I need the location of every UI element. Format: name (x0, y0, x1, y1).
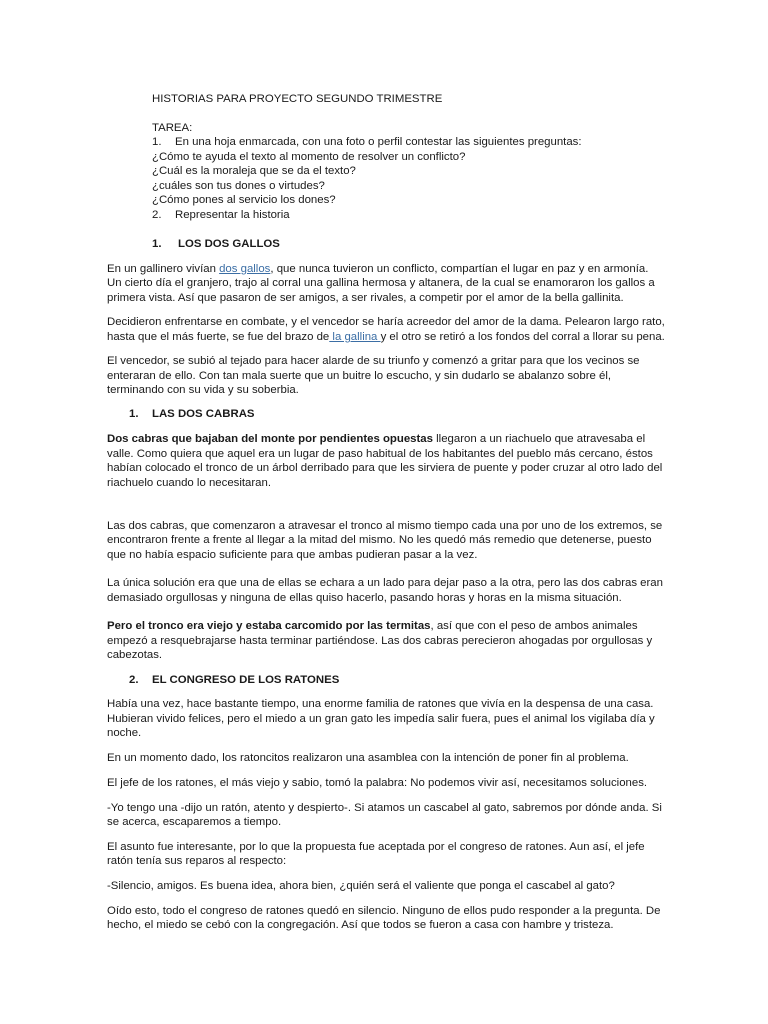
paragraph-line: encontraron frente a frente al llegar a la mitad del mismo. No les quedó más remedio que detenerse, puesto (107, 534, 652, 546)
paragraph-line: Decidieron enfrentarse en combate, y el vencedor se haría acreedor del amor de la dama. Pelearon largo rato, (107, 316, 665, 328)
task-item-2 (152, 208, 290, 223)
paragraph-line: empezó a resquebrajarse hasta terminar partiéndose. Las dos cabras perecieron ahogadas por orgullosas y (107, 635, 653, 647)
paragraph-line: Hubieran vivido felices, pero el miedo a un gran gato les impedía salir fuera, pues el animal los vigilaba día y (107, 713, 655, 725)
paragraph-line: hecho, el miedo se cebó con la congregación. Así que todos se fueron a casa con hambre y tristeza. (107, 919, 614, 931)
paragraph-line (107, 262, 648, 277)
paragraph-line: El jefe de los ratones, el más viejo y sabio, tomó la palabra: No podemos vivir así, necesitamos soluciones. (107, 777, 648, 789)
section-title: LAS DOS CABRAS (152, 408, 255, 420)
task-text: En una hoja enmarcada, con una foto o perfil contestar las siguientes preguntas: (175, 136, 582, 148)
section-heading-cabras (129, 407, 255, 422)
paragraph-line: ratón tenía sus reparos al respecto: (107, 855, 287, 867)
task-number: 2. (152, 209, 162, 221)
paragraph-line: -Silencio, amigos. Es buena idea, ahora bien, ¿quién será el valiente que ponga el cascabel al gato? (107, 880, 615, 892)
text-span: hasta que el más fuerte, se fue del brazo de (107, 331, 330, 343)
tarea-label: TAREA: (152, 122, 193, 134)
bold-text: Pero el tronco era viejo y estaba carcomido por las termitas (107, 620, 431, 632)
paragraph-line: demasiado orgullosas y ninguna de ellas quiso hacerlo, pasando horas y horas en la misma situación. (107, 592, 622, 604)
paragraph-line: primera vista. Así que pasaron de ser amigos, a ser rivales, a competir por el amor de la bella gallinita. (107, 292, 624, 304)
paragraph-line (107, 330, 665, 345)
paragraph-line: El asunto fue interesante, por lo que la propuesta fue aceptada por el congreso de ratones. Aun así, el jefe (107, 841, 645, 853)
link-dos-gallos[interactable]: dos gallos (219, 263, 271, 275)
paragraph-line (107, 619, 638, 634)
paragraph-line: riachuelo cuando lo necesitaran. (107, 477, 272, 489)
text-span: y el otro se retiró a los fondos del corral a llorar su pena. (380, 331, 665, 343)
paragraph-line: enteraran de ello. Con tan mala suerte que un buitre lo escucho, y sin dudarlo se abalanzo sobre él, (107, 370, 612, 382)
paragraph-line: se acerca, escaparemos a tiempo. (107, 816, 282, 828)
task-text: Representar la historia (175, 209, 290, 221)
task-item-1 (152, 135, 582, 150)
paragraph-line: El vencedor, se subió al tejado para hacer alarde de su triunfo y comenzó a gritar para que los vecinos se (107, 355, 640, 367)
section-heading-ratones (129, 673, 339, 688)
paragraph-line: -Yo tengo una -dijo un ratón, atento y despierto-. Si atamos un cascabel al gato, sabremos por dónde anda. Si (107, 802, 662, 814)
text-span: , así que con el peso de ambos animales (430, 620, 638, 632)
paragraph-line: cabezotas. (107, 649, 163, 661)
document-title: HISTORIAS PARA PROYECTO SEGUNDO TRIMESTRE (152, 93, 443, 105)
text-span: , que nunca tuvieron un conflicto, compartían el lugar en paz y en armonía. (270, 263, 649, 275)
paragraph-line (107, 432, 645, 447)
task-number: 1. (152, 136, 162, 148)
question-3: ¿cuáles son tus dones o virtudes? (152, 180, 325, 192)
bold-text: Dos cabras que bajaban del monte por pendientes opuestas (107, 433, 433, 445)
paragraph-line: Las dos cabras, que comenzaron a atravesar el tronco al mismo tiempo cada una por uno de los extremos, se (107, 520, 663, 532)
paragraph-line: Oído esto, todo el congreso de ratones quedó en silencio. Ninguno de ellos pudo responder a la pregunta. De (107, 905, 661, 917)
text-span: En un gallinero vivían (107, 263, 220, 275)
section-title: LOS DOS GALLOS (178, 238, 280, 250)
text-span: llegaron a un riachuelo que atravesaba el (432, 433, 646, 445)
paragraph-line: En un momento dado, los ratoncitos realizaron una asamblea con la intención de poner fin al problema. (107, 752, 629, 764)
paragraph-line: noche. (107, 727, 142, 739)
question-4: ¿Cómo pones al servicio los dones? (152, 194, 336, 206)
paragraph-line: terminando con su vida y su soberbia. (107, 384, 299, 396)
paragraph-line: habían colocado el tronco de un árbol derribado para que les sirviera de puente y poder cruzar al otro lado del (107, 462, 663, 474)
question-2: ¿Cuál es la moraleja que se da el texto? (152, 165, 356, 177)
section-number: 1. (152, 238, 162, 250)
section-heading-gallos (152, 237, 280, 252)
link-la-gallina[interactable]: la gallina (329, 331, 381, 343)
section-number: 1. (129, 408, 139, 420)
paragraph-line: Había una vez, hace bastante tiempo, una enorme familia de ratones que vivía en la despensa de una casa. (107, 698, 654, 710)
section-title: EL CONGRESO DE LOS RATONES (152, 674, 340, 686)
paragraph-line: Un cierto día el granjero, trajo al corral una gallina hermosa y altanera, de la cual se enamoraron los gallos a (107, 277, 655, 289)
paragraph-line: valle. Como quiera que aquel era un lugar de paso habitual de los habitantes del pueblo más cercano, éstos (107, 448, 653, 460)
question-1: ¿Cómo te ayuda el texto al momento de resolver un conflicto? (152, 151, 466, 163)
section-number: 2. (129, 674, 139, 686)
paragraph-line: que no había espacio suficiente para que ambas pudieran pasar a la vez. (107, 549, 478, 561)
paragraph-line: La única solución era que una de ellas se echara a un lado para dejar paso a la otra, pero las dos cabras eran (107, 577, 663, 589)
